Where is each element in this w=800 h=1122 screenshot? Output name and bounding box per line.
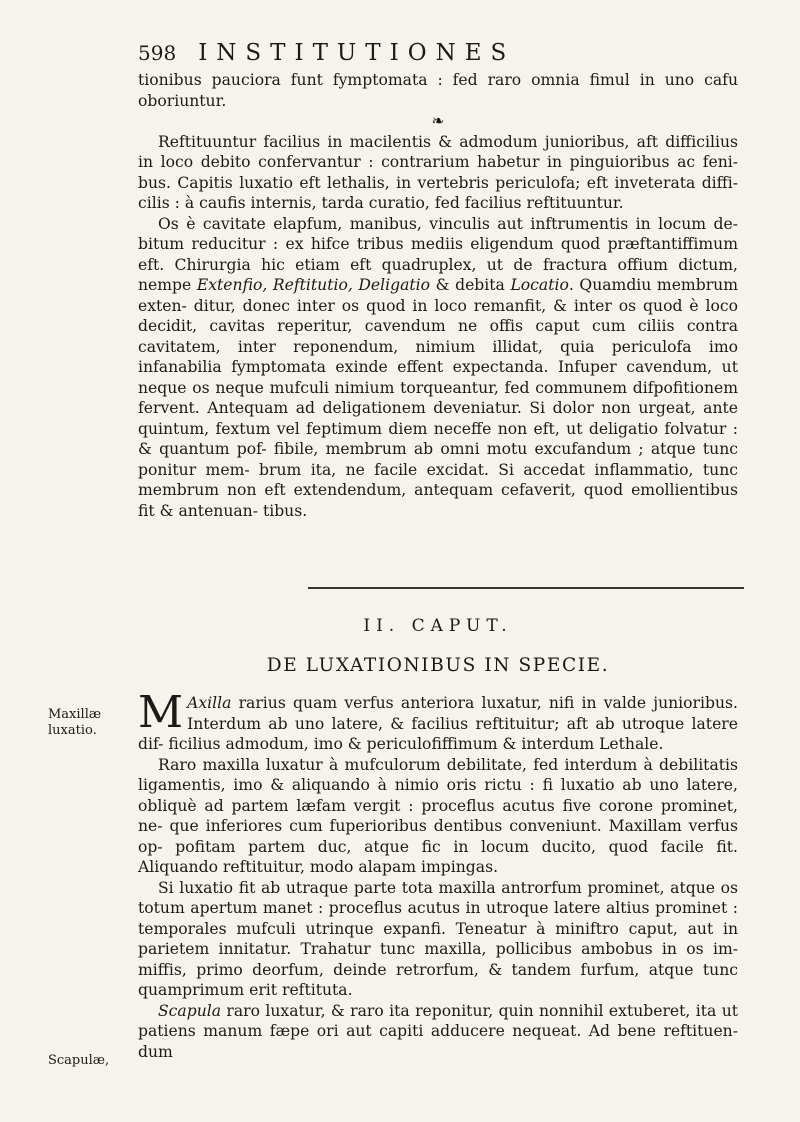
intro-paragraph-3 bbox=[138, 214, 738, 522]
maxilla-paragraph-2: Raro maxilla luxatur à mufculorum debilitate, fed interdum à debilitatis ligamentis, imo & aliquando à nimio oris rictu : fi luxatio ab uno latere, obliquè ad partem læfam vergit : proceflus acutus five corone prominet, ne- que inferiores cum fuperioribus dentibus conveniunt. Maxillam verfus op- pofitam partem duc, atque fic in locum ducito, quod facile fit. Aliquando reftituitur, modo alapam impingas. bbox=[138, 755, 738, 876]
intro-paragraph-1: tionibus pauciora funt fymptomata : fed raro omnia fimul in uno cafu oboriuntur. bbox=[138, 71, 738, 110]
p3-text-a: Os è cavitate elapfum, manibus, vinculis aut inftrumentis in locum de- bitum reducitur : ex hifce tribus mediis eligendum quod præftantiffimum eft. Chirurgia hic etiam eft quadruplex, ut de fractura offium dictum, nempe bbox=[138, 214, 738, 294]
p3-text-c: . Quamdiu membrum exten- ditur, donec inter os quod in loco remanfit, & inter os quod è loco decidit, cavitas reperitur, cavendum ne offis caput cum ciliis contra cavitatem, inter reponendum, nimium illidat, quia periculofa imo infanabilia fymptomata exinde effent expectanda. Infuper cavendum, ut neque os neque mufculi nimium torqueantur, fed communem difpofitionem fervent. Antequam ad deligationem deveniatur. Si dolor non urgeat, ante quintum, fextum vel feptimum diem neceffe non eft, ut deligatio folvatur : & quantum pof- fibile, membrum ab omni motu excufandum ; atque tunc ponitur mem- brum ita, ne facile excidat. Si accedat inflammatio, tunc membrum non eft extendendum, antequam cefaverit, quod emollientibus fit & antenuan- tibus. bbox=[138, 276, 738, 520]
margin-note-maxilla: Maxillæ luxatio. bbox=[48, 707, 102, 738]
scapula-text: raro luxatur, & raro ita reponitur, quin nonnihil extuberet, ita ut patiens manum fæpe ori aut capiti adducere nequeat. Ad bene reftituen- dum bbox=[138, 1001, 738, 1061]
scapula-lead-word: Scapula bbox=[158, 1001, 222, 1020]
intro-paragraph-2: Reftituuntur facilius in macilentis & admodum junioribus, aft difficilius in loco debito confervantur : contrarium habetur in pinguioribus ac feni- bus. Capitis luxatio eft lethalis, in vertebris periculofa; eft inveterata diffi- cilis : à caufis internis, tarda curatio, fed facilius reftituuntur. bbox=[138, 132, 738, 212]
drop-cap: M bbox=[138, 687, 184, 738]
chapter-label: II. CAPUT. bbox=[363, 616, 513, 636]
running-title: INSTITUTIONES bbox=[198, 40, 516, 66]
maxilla-lead-word: Axilla bbox=[187, 694, 232, 712]
page-header bbox=[138, 40, 698, 66]
maxilla-paragraph-3: Si luxatio fit ab utraque parte tota maxilla antrorfum prominet, atque os totum apertum manet : proceflus acutus in utroque latere altius prominet : temporales mufculi utrinque expanfi. Teneatur à miniftro caput, aut in parietem innitatur. Trahatur tunc maxilla, pollicibus ambobus in os im- miffis, primo deorfum, deinde retrorfum, & tandem furfum, atque tunc quamprimum erit reftituta. bbox=[138, 878, 738, 999]
scapula-paragraph bbox=[138, 1001, 738, 1063]
maxilla-text-1: rarius quam verfus anteriora luxatur, nifi in valde junioribus. Interdum ab uno latere, & facilius reftituitur; aft ab utroque latere dif- ficilius admodum, imo & periculofiffimum & interdum Lethale. bbox=[138, 694, 738, 753]
section-rule bbox=[308, 587, 744, 589]
margin-note-scapula: Scapulæ, bbox=[48, 1053, 110, 1068]
p3-text-b: & debita bbox=[430, 276, 511, 294]
intro-text bbox=[138, 70, 738, 521]
p3-terms: Extenfio, Reftitutio, Deligatio bbox=[196, 276, 431, 294]
maxilla-section bbox=[138, 687, 738, 1062]
p3-term-locatio: Locatio bbox=[510, 276, 569, 294]
chapter-title: DE LUXATIONIBUS IN SPECIE. bbox=[266, 655, 610, 676]
fleuron-mark: ❧ bbox=[431, 112, 445, 130]
page-number: 598 bbox=[138, 41, 177, 65]
maxilla-paragraph-1 bbox=[138, 687, 738, 755]
